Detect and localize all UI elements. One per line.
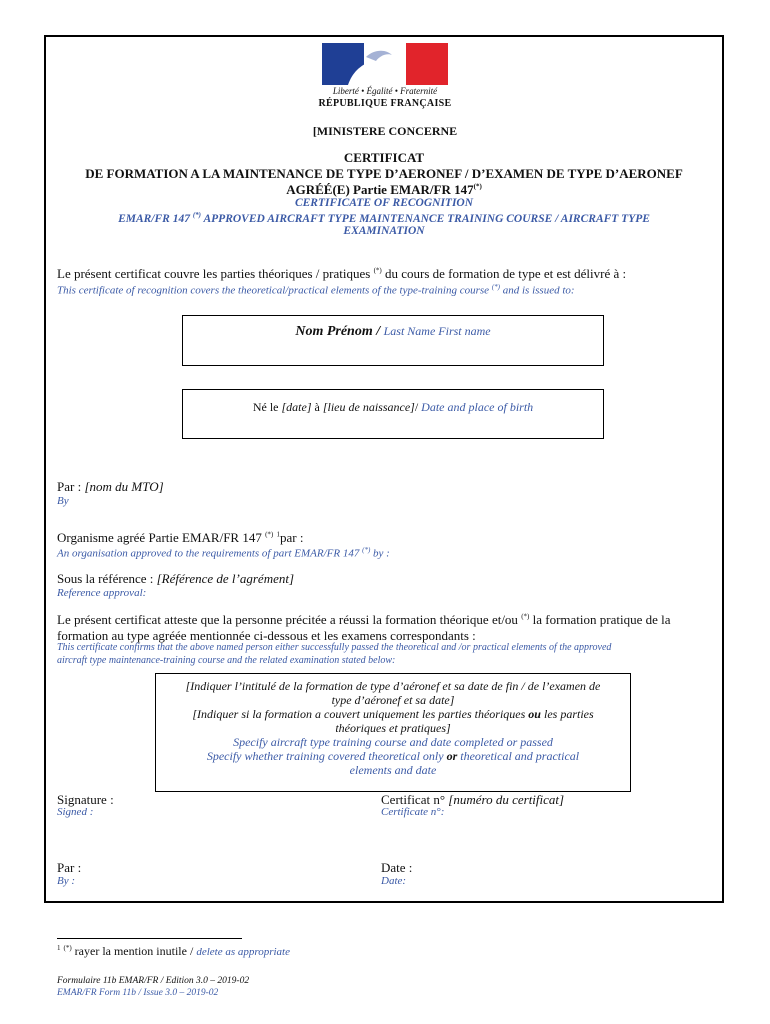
footnote: $^1$ (*) rayer la mention inutile / delete as appropriate	[57, 944, 291, 958]
course-box[interactable]	[155, 673, 631, 792]
org-line: Organisme agréé Partie EMAR/FR 147 (*) $^1$par :	[57, 530, 304, 545]
name-label-fr: Nom Prénom /	[295, 324, 384, 339]
birth-label: Né le [date] à [lieu de naissance]/ Date and place of birth	[252, 400, 534, 414]
date-label: Date :	[381, 860, 413, 875]
course-fr3: [Indiquer si la formation a couvert uniquement les parties théoriques ou les parties	[192, 707, 594, 721]
title-en2: EMAR/FR 147 (*) APPROVED AIRCRAFT TYPE MAINTENANCE TRAINING COURSE / AIRCRAFT TYPE	[118, 211, 650, 225]
title-en1: CERTIFICATE OF RECOGNITION	[294, 197, 474, 209]
marianne-logo	[322, 43, 448, 85]
course-fr2: type d’aéronef et sa date]	[331, 693, 455, 707]
form-ref-en: EMAR/FR Form 11b / Issue 3.0 – 2019-02	[57, 988, 219, 998]
title-line3: AGRÉÉ(E) Partie EMAR/FR 147(*)	[286, 182, 482, 197]
attest-fr1: Le présent certificat atteste que la personne précitée a réussi la formation théorique et/ou (*) la formation pratique de la	[57, 612, 671, 627]
intro-fr: Le présent certificat couvre les parties théoriques / pratiques (*) du cours de formation de type et est délivré à :	[57, 266, 627, 281]
motto: Liberté • Égalité • Fraternité	[332, 86, 438, 96]
name-box[interactable]	[182, 315, 604, 366]
ref-line: Sous la référence : [Référence de l’agrément]	[57, 571, 295, 586]
attest-en1: This certificate confirms that the above named person either successfully passed the theoretical and /or practical elements of the approved	[57, 642, 612, 653]
signature-label: Signature :	[57, 792, 114, 807]
birth-box[interactable]	[182, 389, 604, 439]
republic-label: RÉPUBLIQUE FRANÇAISE	[318, 98, 452, 109]
name-label-en: Last Name First name	[383, 324, 491, 338]
date-en: Date:	[381, 875, 407, 887]
signature-en: Signed :	[57, 806, 94, 818]
org-en: An organisation approved to the requirements of part EMAR/FR 147 (*) by :	[57, 546, 390, 560]
cert-no-en: Certificate n°:	[381, 806, 445, 818]
title-line1: CERTIFICAT	[343, 150, 425, 165]
cert-no-label: Certificat n° [numéro du certificat]	[381, 792, 565, 807]
intro-en: This certificate of recognition covers the theoretical/practical elements of the type-training course (*) and is issued to:	[57, 283, 575, 297]
form-ref-fr: Formulaire 11b EMAR/FR / Edition 3.0 – 2019-02	[57, 976, 250, 986]
mto-en: By	[57, 495, 69, 507]
course-fr1: [Indiquer l’intitulé de la formation de type d’aéronef et sa date de fin / de l’examen de	[185, 679, 601, 693]
attest-fr2: formation au type agréée mentionnée ci-dessous et les examens correspondants :	[57, 628, 476, 643]
par-label: Par :	[57, 860, 82, 875]
ref-en: Reference approval:	[57, 587, 147, 599]
course-en2: Specify whether training covered theoretical only or theoretical and practical	[206, 749, 580, 763]
course-fr4: théoriques et pratiques]	[335, 721, 451, 735]
footnote-rule	[57, 938, 242, 939]
par-en: By :	[57, 875, 76, 887]
attest-en2: aircraft type maintenance-training course and the related examination stated below:	[57, 655, 396, 666]
ministry-label: [MINISTERE CONCERNE	[312, 124, 458, 138]
course-en3: elements and date	[349, 763, 437, 777]
title-en3: EXAMINATION	[343, 225, 425, 237]
mto-line: Par : [nom du MTO]	[57, 479, 164, 494]
title-line2: DE FORMATION A LA MAINTENANCE DE TYPE D’AERONEF / D’EXAMEN DE TYPE D’AERONEF	[85, 166, 683, 181]
course-en1: Specify aircraft type training course and date completed or passed	[233, 735, 553, 749]
